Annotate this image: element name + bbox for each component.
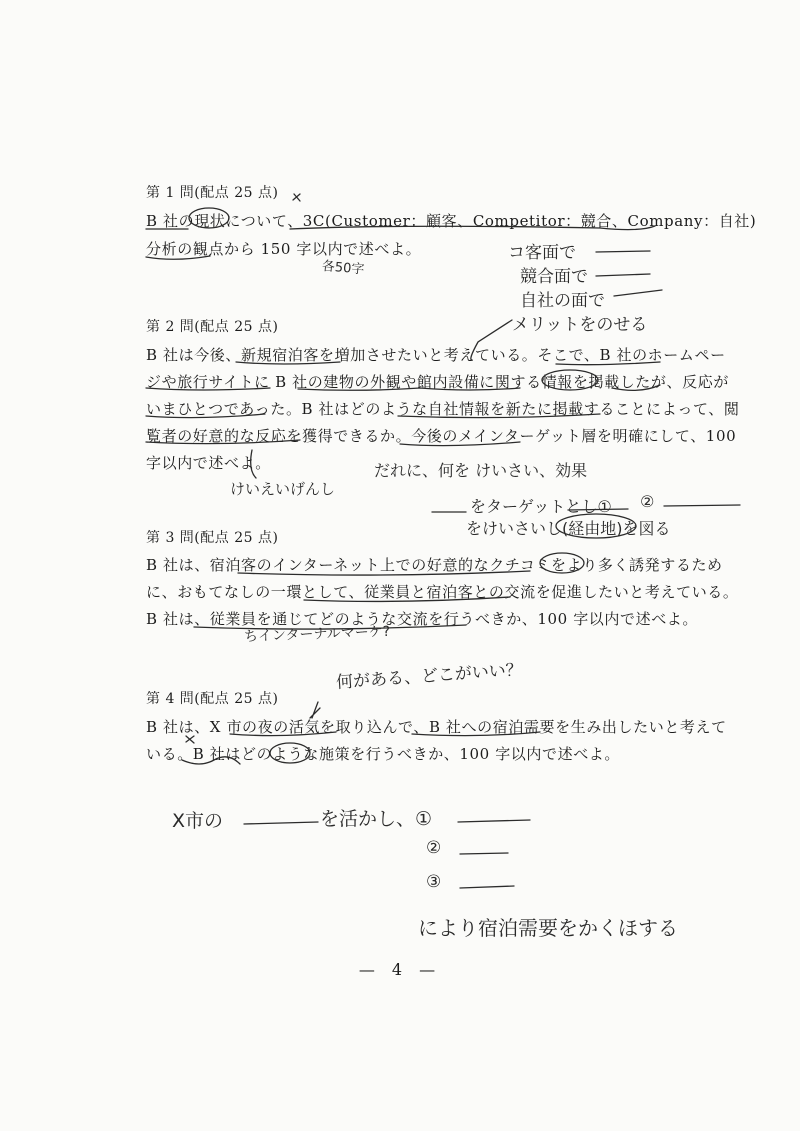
q3-line-1: B 社は、宿泊客のインターネット上での好意的なクチコミをより多く誘発するため <box>146 556 723 574</box>
note-q2-publish: をけいさいし(経由地)を図る <box>466 519 671 538</box>
q1-line-1: B 社の現状について、3C(Customer：顧客、Competitor：競合、Company：自社) <box>146 212 757 230</box>
note-q4-conclusion: により宿泊需要をかくほする <box>418 916 678 940</box>
page-number: — 4 — <box>358 960 442 979</box>
q2-line-3: いまひとつであった。B 社はどのような自社情報を新たに掲載することによって、閲 <box>146 400 740 418</box>
q4-line-1: B 社は、X 市の夜の活気を取り込んで、B 社への宿泊需要を生み出したいと考えて <box>146 718 727 736</box>
q4-line-2: いる。B 社はどのような施策を行うべきか、100 字以内で述べよ。 <box>146 745 620 763</box>
q3-line-3: B 社は、従業員を通じてどのような交流を行うべきか、100 字以内で述べよ。 <box>146 610 698 628</box>
note-q4-xcity: X市の <box>172 810 224 832</box>
note-q4-item-3: ③ <box>426 872 442 892</box>
note-q2-who-what: だれに、何を けいさい、効果 <box>374 461 588 480</box>
note-q2-management: けいえいげんし <box>230 480 336 498</box>
note-q1-customer: コ客面で <box>508 243 576 263</box>
note-q4-item-2: ② <box>426 838 442 858</box>
q2-title: 第 2 問(配点 25 点) <box>146 319 279 335</box>
note-q1-company: 自社の面で <box>520 291 605 311</box>
note-q1-count: 各50字 <box>321 259 365 278</box>
q2-line-5: 字以内で述べよ。 <box>146 454 271 472</box>
note-q2-target: をターゲットとし① <box>470 497 612 516</box>
note-q2-second: ② <box>640 492 655 511</box>
q4-title: 第 4 問(配点 25 点) <box>146 691 279 707</box>
q2-line-1: B 社は今後、新規宿泊客を増加させたいと考えている。そこで、B 社のホームペー <box>146 346 726 364</box>
q3-title: 第 3 問(配点 25 点) <box>146 530 279 546</box>
note-q1-merit: メリットをのせる <box>512 315 648 335</box>
note-q1-competitor: 競合面で <box>520 267 588 287</box>
note-q4-question: 何がある、どこがいい？ <box>335 659 524 693</box>
q1-line-2: 分析の観点から 150 字以内で述べよ。 <box>146 240 422 258</box>
note-q4-utilize: を活かし、① <box>320 808 433 830</box>
q3-line-2: に、おもてなしの一環として、従業員と宿泊客との交流を促進したいと考えている。 <box>146 583 739 601</box>
q1-title: 第 1 問(配点 25 点) <box>146 185 279 201</box>
q2-line-4: 覧者の好意的な反応を獲得できるか。今後のメインターゲット層を明確にして、100 <box>146 427 737 445</box>
q2-line-2: ジや旅行サイトに B 社の建物の外観や館内設備に関する情報を掲載したが、反応が <box>146 373 729 391</box>
note-q3-internal: ちインターナルマーケ? <box>243 623 391 645</box>
